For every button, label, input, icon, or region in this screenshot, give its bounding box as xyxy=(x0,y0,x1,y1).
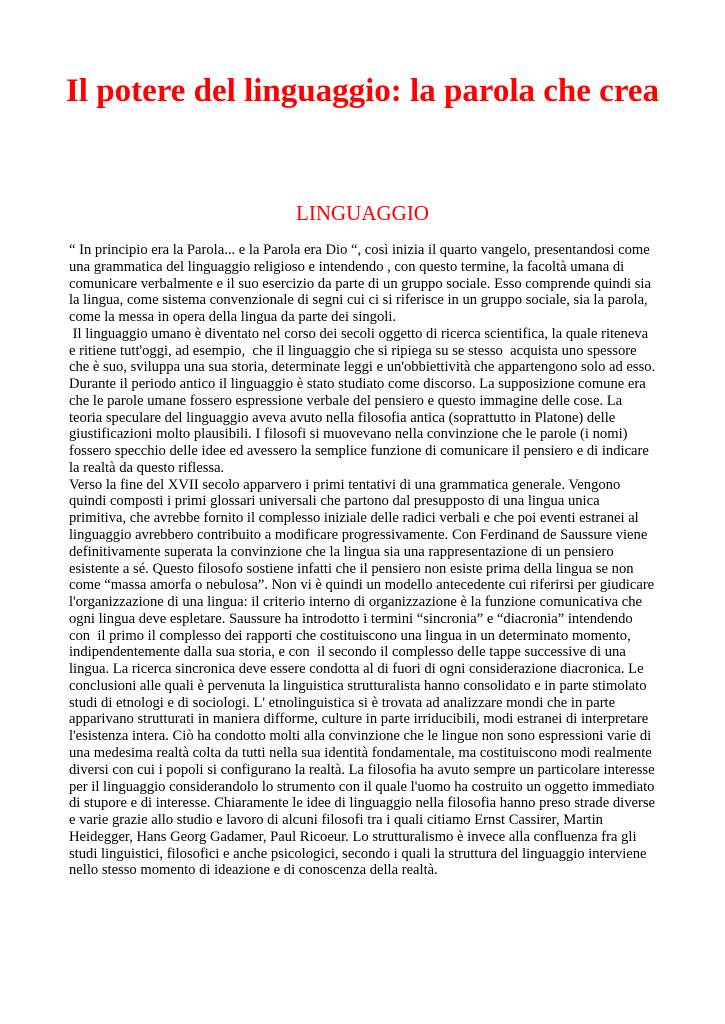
text-line: diversi con cui i popoli si configurano la realtà. La filosofia ha avuto sempre un particolare interesse xyxy=(69,761,655,778)
text-line: studi di etnologi e di sociologi. L' etnolinguistica si è trovata ad analizzare mondi che in parte xyxy=(69,694,616,711)
text-line: ogni lingua deve espletare. Saussure ha introdotto i termini “sincronia” e “diacronia” intendendo xyxy=(69,610,633,627)
text-line: lingua. La ricerca sincronica deve essere condotta al di fuori di ogni considerazione diacronica. Le xyxy=(69,661,644,678)
text-line: primitiva, che avrebbe fornito il complesso iniziale delle radici verbali e che poi eventi estranei al xyxy=(69,510,639,527)
text-line: linguaggio avrebbero contribuito a modificare progressivamente. Con Ferdinand de Saussure viene xyxy=(69,527,648,544)
text-line: che le parole umane fossero espressione verbale del pensiero e questo immagine delle cose. La xyxy=(69,392,623,409)
text-line: una grammatica del linguaggio religioso e intendendo , con questo termine, la facoltà umana di xyxy=(69,258,625,275)
text-line: l'esistenza intera. Ciò ha condotto molti alla convinzione che le lingue non sono espressioni varie di xyxy=(69,728,652,745)
text-line: Durante il periodo antico il linguaggio è stato studiato come discorso. La supposizione comune era xyxy=(69,376,646,393)
text-line: per il linguaggio considerandolo lo strumento con il quale l'uomo ha costruito un oggetto immediato xyxy=(69,778,655,795)
text-line: comunicare verbalmente e il suo esercizio da parte di un gruppo sociale. Esso comprende quindi sia xyxy=(69,275,651,292)
text-line: e ritiene tutt'oggi, ad esempio, che il linguaggio che si ripiega su se stesso acquista uno spessore xyxy=(69,342,637,359)
text-line: studi linguistici, filosofici e anche psicologici, secondo i quali la struttura del linguaggio interviene xyxy=(69,845,647,862)
text-line: Heidegger, Hans Georg Gadamer, Paul Ricoeur. Lo strutturalismo è invece alla confluenza fra gli xyxy=(69,828,637,845)
text-line: come “massa amorfa o nebulosa”. Non vi è quindi un modello antecedente cui riferirsi per giudicare xyxy=(69,577,655,594)
text-line: come la messa in opera della lingua da parte dei singoli. xyxy=(69,309,397,326)
text-line: la realtà da questo riflessa. xyxy=(69,459,225,476)
paragraph xyxy=(69,242,669,326)
text-line: quindi composti i primi glossari universali che partono dal presupposto di una lingua unica xyxy=(69,493,600,510)
text-line: “ In principio era la Parola... e la Parola era Dio “, così inizia il quarto vangelo, presentandosi come xyxy=(69,242,650,258)
text-line: giustificazioni molto plausibili. I filosofi si muovevano nella convinzione che le parole (i nomi) xyxy=(69,426,628,443)
text-line: teoria speculare del linguaggio aveva avuto nella filosofia antica (soprattutto in Platone) delle xyxy=(69,409,616,426)
text-line: fossero specchio delle idee ed avessero la semplice funzione di comunicare il pensiero e di indicare xyxy=(69,443,649,460)
paragraph xyxy=(69,477,669,879)
text-line: con il primo il complesso dei rapporti che costituiscono una lingua in un determinato momento, xyxy=(69,627,631,644)
text-line: l'organizzazione di una lingua: il criterio interno di organizzazione è la funzione comunicativa che xyxy=(69,594,643,611)
paragraph xyxy=(69,326,669,477)
text-line: indipendentemente dalla sua storia, e con il secondo il complesso delle tappe successive di una xyxy=(69,644,626,661)
section-heading: LINGUAGGIO xyxy=(296,201,429,225)
document-body xyxy=(69,242,669,879)
text-line: che è suo, sviluppa una sua storia, determinate leggi e un'obbiettività che appartengono solo ad esso. xyxy=(69,359,656,376)
text-line: apparivano strutturati in maniera difforme, culture in parte irriducibili, modi estranei di interpretare xyxy=(69,711,649,728)
text-line: e varie grazie allo studio e lavoro di alcuni filosofi tra i quali citiamo Ernst Cassirer, Martin xyxy=(69,812,603,829)
text-line: conclusioni alle quali è pervenuta la linguistica strutturalista hanno consolidato e in parte stimolato xyxy=(69,677,647,694)
text-line: Il linguaggio umano è diventato nel corso dei secoli oggetto di ricerca scientifica, la quale riteneva xyxy=(69,325,649,342)
text-line: nello stesso momento di ideazione e di conoscenza della realtà. xyxy=(69,862,438,879)
text-line: Verso la fine del XVII secolo apparvero i primi tentativi di una grammatica generale. Vengono xyxy=(69,476,621,493)
text-line: definitivamente superata la convinzione che la lingua sia una rappresentazione di un pensiero xyxy=(69,543,614,560)
text-line: la lingua, come sistema convenzionale di segni cui ci si riferisce in un gruppo sociale, sia la parola, xyxy=(69,292,648,309)
text-line: esistente a sé. Questo filosofo sostiene infatti che il pensiero non esiste prima della lingua se non xyxy=(69,560,634,577)
text-line: una medesima realtà colta da tutti nella sua identità fondamentale, ma costituiscono modi realmente xyxy=(69,744,652,761)
document-title: Il potere del linguaggio: la parola che crea xyxy=(65,73,660,109)
text-line: di stupore e di interesse. Chiaramente le idee di linguaggio nella filosofia hanno preso strade diverse xyxy=(69,795,656,812)
